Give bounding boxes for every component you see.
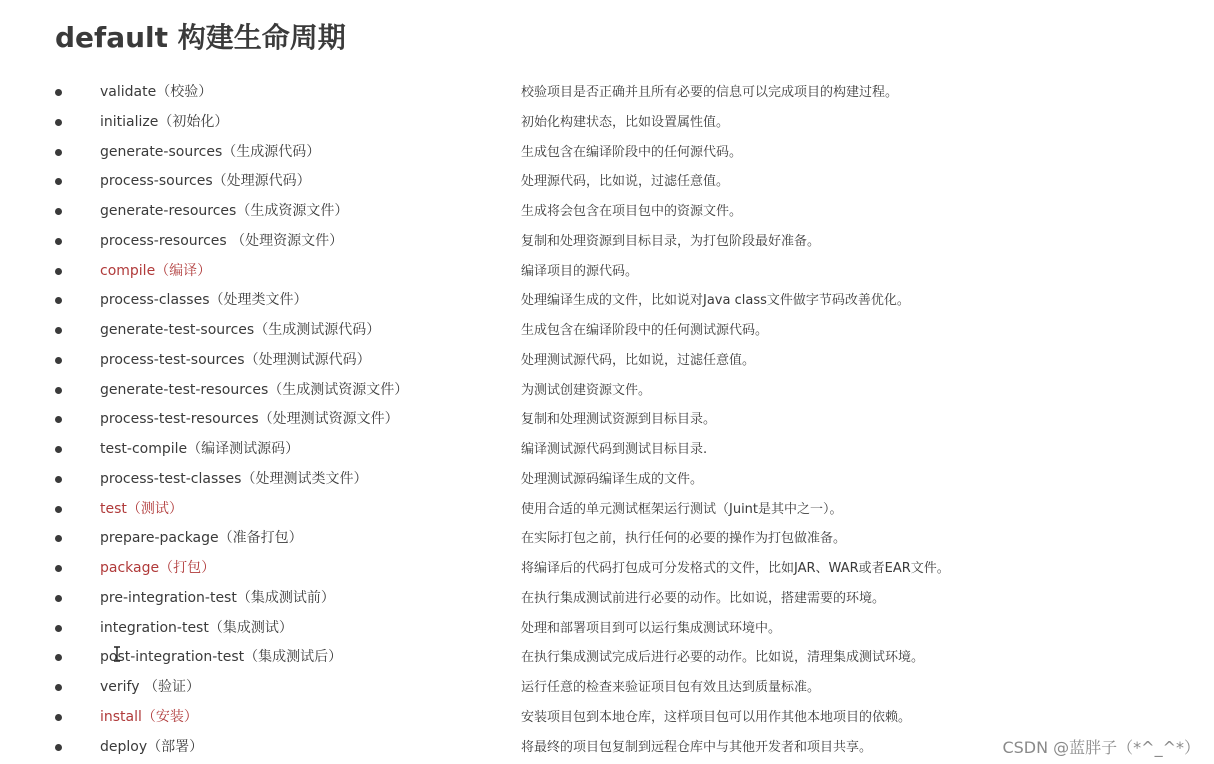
list-item [0,703,1214,733]
phase-description: 使用合适的单元测试框架运行测试（Juint是其中之一）。 [521,501,843,517]
phase-name: process-test-resources（处理测试资源文件） [100,411,399,428]
phase-description: 编译项目的源代码。 [521,263,639,279]
list-item [0,316,1214,346]
list-item [0,286,1214,316]
phase-name: post-integration-test（集成测试后） [100,649,343,666]
bullet-icon [55,714,62,721]
phase-description: 将编译后的代码打包成可分发格式的文件，比如JAR、WAR或者EAR文件。 [521,561,950,576]
phase-description: 在实际打包之前，执行任何的必要的操作为打包做准备。 [521,531,847,547]
phase-description: 生成包含在编译阶段中的任何测试源代码。 [521,323,769,338]
bullet-icon [55,476,62,483]
phase-description: 运行任意的检查来验证项目包有效且达到质量标准。 [521,680,821,695]
phase-name: install（安装） [100,708,198,725]
bullet-icon [55,595,62,602]
list-item [0,376,1214,406]
bullet-icon [55,208,62,215]
phase-name: process-sources（处理源代码） [100,173,311,190]
list-item [0,495,1214,525]
bullet-icon [55,178,62,185]
phase-name: generate-test-sources（生成测试源代码） [100,322,381,338]
bullet-icon [55,416,62,423]
list-item [0,584,1214,614]
phase-description: 处理编译生成的文件，比如说对Java class文件做字节码改善优化。 [521,293,910,309]
list-item [0,227,1214,257]
phase-name: pre-integration-test（集成测试前） [100,589,335,606]
bullet-icon [55,149,62,156]
phase-name: package（打包） [100,560,216,576]
list-item [0,554,1214,584]
phase-name: verify （验证） [100,679,200,695]
bullet-icon [55,625,62,632]
page-title: default 构建生命周期 [55,21,346,54]
list-item [0,465,1214,495]
phase-description: 处理源代码，比如说，过滤任意值。 [521,174,730,190]
list-item [0,524,1214,554]
bullet-icon [55,357,62,364]
bullet-icon [55,327,62,334]
phase-description: 处理测试源代码，比如说，过滤任意值。 [521,352,756,368]
phase-description: 安装项目包到本地仓库，这样项目包可以用作其他本地项目的依赖。 [521,709,912,725]
phase-description: 处理和部署项目到可以运行集成测试环境中。 [521,620,782,636]
phase-description: 在执行集成测试完成后进行必要的动作。比如说，清理集成测试环境。 [521,650,925,666]
phase-name: process-test-classes（处理测试类文件） [100,470,368,487]
bullet-icon [55,89,62,96]
bullet-icon [55,506,62,513]
phase-name: initialize（初始化） [100,113,229,130]
phase-description: 为测试创建资源文件。 [521,382,652,398]
phase-description: 复制和处理资源到目标目录，为打包阶段最好准备。 [521,233,821,249]
list-item [0,346,1214,376]
text-cursor-icon [112,646,122,662]
bullet-icon [55,268,62,275]
lifecycle-phase-list [0,78,1214,762]
phase-name: generate-test-resources（生成测试资源文件） [100,381,409,398]
phase-name: test（测试） [100,500,183,517]
phase-name: prepare-package（准备打包） [100,530,303,547]
list-item [0,435,1214,465]
list-item [0,614,1214,644]
list-item [0,167,1214,197]
phase-name: compile（编译） [100,262,212,279]
bullet-icon [55,387,62,394]
phase-description: 编译测试源代码到测试目标目录. [521,442,708,457]
phase-name: generate-sources（生成源代码） [100,143,321,160]
phase-description: 复制和处理测试资源到目标目录。 [521,412,717,428]
phase-name: process-test-sources（处理测试源代码） [100,351,371,368]
phase-name: validate（校验） [100,84,213,100]
bullet-icon [55,119,62,126]
bullet-icon [55,565,62,572]
bullet-icon [55,744,62,751]
bullet-icon [55,297,62,304]
watermark: CSDN @蓝胖子（*^_^*） [1002,738,1200,757]
bullet-icon [55,446,62,453]
bullet-icon [55,684,62,691]
list-item [0,257,1214,287]
phase-description: 生成将会包含在项目包中的资源文件。 [521,204,743,219]
phase-name: process-classes（处理类文件） [100,292,308,309]
phase-description: 校验项目是否正确并且所有必要的信息可以完成项目的构建过程。 [521,85,899,100]
phase-description: 将最终的项目包复制到远程仓库中与其他开发者和项目共享。 [521,739,873,755]
phase-name: generate-resources（生成资源文件） [100,203,349,219]
phase-description: 初始化构建状态，比如设置属性值。 [521,114,730,130]
phase-name: deploy（部署） [100,738,204,755]
list-item [0,643,1214,673]
phase-name: integration-test（集成测试） [100,619,293,636]
phase-description: 在执行集成测试前进行必要的动作。比如说，搭建需要的环境。 [521,590,886,606]
phase-description: 生成包含在编译阶段中的任何源代码。 [521,144,743,160]
list-item [0,138,1214,168]
phase-name: test-compile（编译测试源码） [100,441,300,457]
bullet-icon [55,654,62,661]
list-item [0,197,1214,227]
phase-description: 处理测试源码编译生成的文件。 [521,471,704,487]
list-item [0,405,1214,435]
phase-name: process-resources （处理资源文件） [100,232,344,249]
list-item [0,108,1214,138]
bullet-icon [55,535,62,542]
list-item [0,78,1214,108]
bullet-icon [55,238,62,245]
list-item [0,673,1214,703]
